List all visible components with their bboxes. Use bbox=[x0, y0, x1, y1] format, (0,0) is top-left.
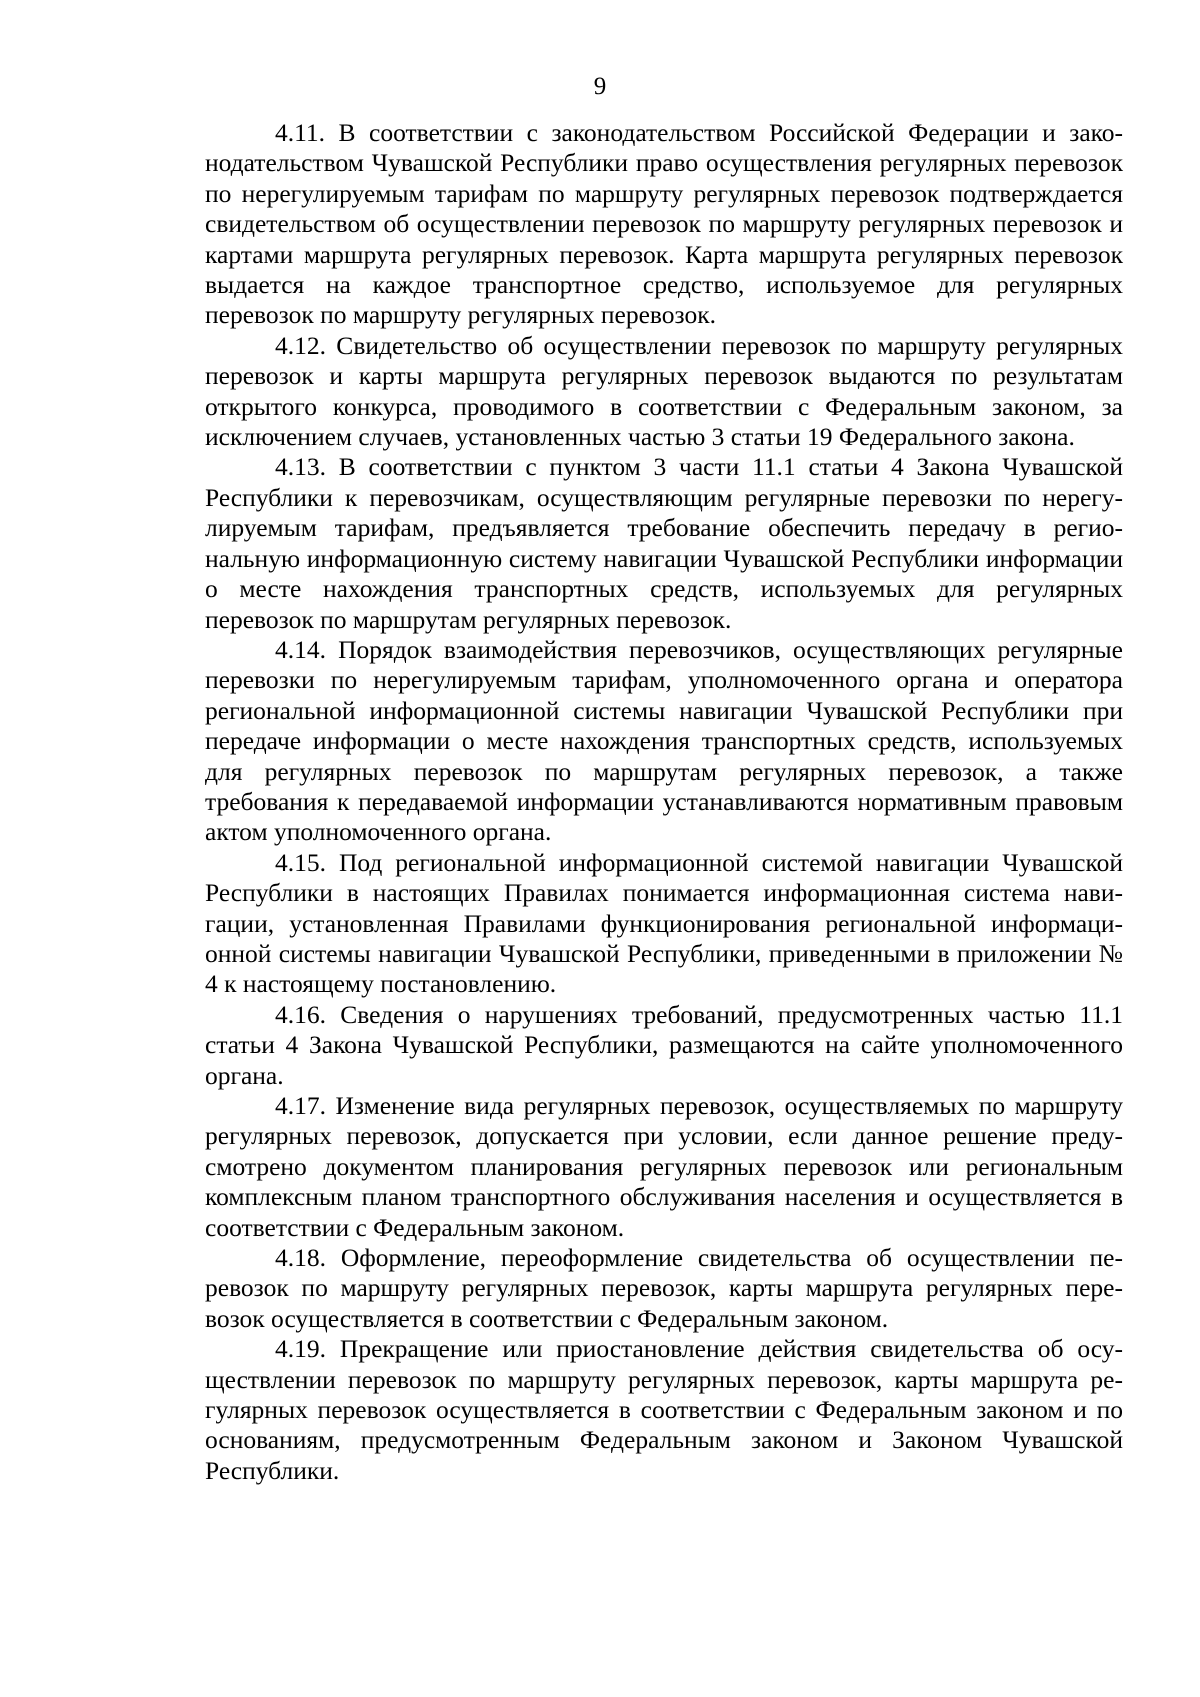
paragraph-4-14: 4.14. Порядок взаимодействия перевозчиков, осуществляющих регулярные перевозки по нерегулируемым тарифам, уполномоченного органа и оператора региональной информационной системы навигации Чувашской Республики при передаче информации о месте нахождения транспортных средств, используемых для регулярных перевозок по маршрутам регулярных перевозок, а также требования к передаваемой информации устанавливаются нормативным правовым актом уполномоченного органа. bbox=[205, 634, 1123, 847]
paragraph-4-17: 4.17. Изменение вида регулярных перевозок, осуществляемых по маршруту регулярных перевозок, допускается при условии, если данное решение предусмотрено документом планирования регулярных перевозок или региональным комплексным планом транспортного обслуживания населения и осуществляется в соответствии с Федеральным законом. bbox=[205, 1091, 1123, 1242]
page-number: 9 bbox=[593, 73, 607, 100]
paragraph-4-16: 4.16. Сведения о нарушениях требований, предусмотренных частью 11.1 статьи 4 Закона Чувашской Республики, размещаются на сайте уполномоченного органа. bbox=[205, 999, 1123, 1090]
paragraph-4-11: 4.11. В соответствии с законодательством Российской Федерации и законодательством Чувашской Республики право осуществления регулярных перевозок по нерегулируемым тарифам по маршруту регулярных перевозок подтверждается свидетельством об осуществлении перевозок по маршруту регулярных перевозок и картами маршрута регулярных перевозок. Карта маршрута регулярных перевозок выдается на каждое транспортное средство, используемое для регулярных перевозок по маршруту регулярных перевозок. bbox=[205, 118, 1123, 330]
document-body bbox=[205, 118, 1123, 1486]
paragraph-4-15: 4.15. Под региональной информационной системой навигации Чувашской Республики в настоящих Правилах понимается информационная система навигации, установленная Правилами функционирования региональной информационной системы навигации Чувашской Республики, приведенными в приложении № 4 к настоящему постановлению. bbox=[205, 847, 1123, 999]
paragraph-4-13: 4.13. В соответствии с пунктом 3 части 11.1 статьи 4 Закона Чувашской Республики к перевозчикам, осуществляющим регулярные перевозки по нерегулируемым тарифам, предъявляется требование обеспечить передачу в региональную информационную систему навигации Чувашской Республики информации о месте нахождения транспортных средств, используемых для регулярных перевозок по маршрутам регулярных перевозок. bbox=[205, 452, 1123, 634]
paragraph-4-18: 4.18. Оформление, переоформление свидетельства об осуществлении перевозок по маршруту регулярных перевозок, карты маршрута регулярных перевозок осуществляется в соответствии с Федеральным законом. bbox=[205, 1243, 1123, 1333]
paragraph-4-12: 4.12. Свидетельство об осуществлении перевозок по маршруту регулярных перевозок и карты маршрута регулярных перевозок выдаются по результатам открытого конкурса, проводимого в соответствии с Федеральным законом, за исключением случаев, установленных частью 3 статьи 19 Федерального закона. bbox=[205, 330, 1123, 452]
paragraph-4-19: 4.19. Прекращение или приостановление действия свидетельства об осуществлении перевозок по маршруту регулярных перевозок, карты маршрута регулярных перевозок осуществляется в соответствии с Федеральным законом и по основаниям, предусмотренным Федеральным законом и Законом Чувашской Республики. bbox=[205, 1334, 1123, 1485]
